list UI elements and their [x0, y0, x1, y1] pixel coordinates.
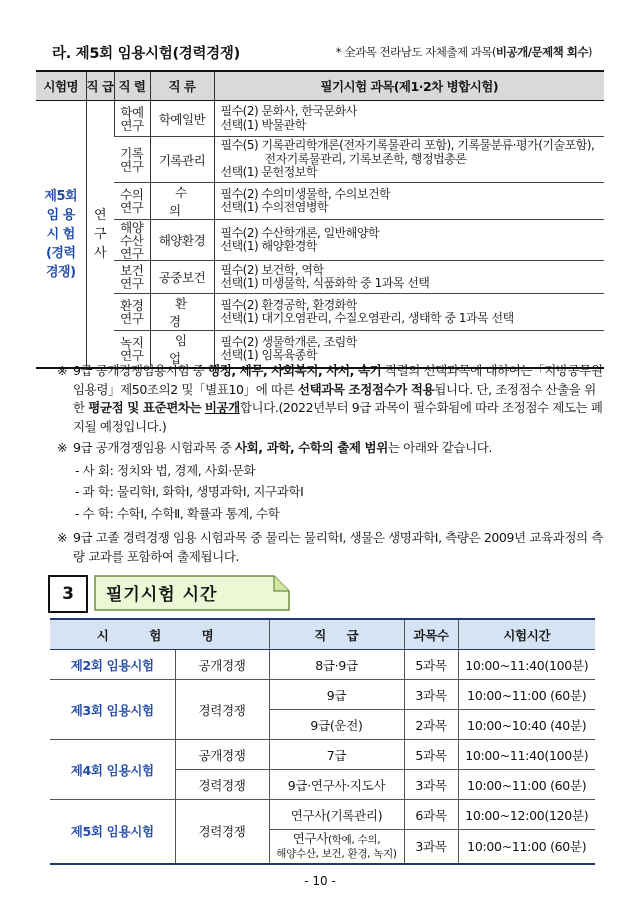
- series-cell: 해양 수산 연구: [114, 220, 150, 261]
- count-cell: 3과목: [404, 680, 458, 710]
- round-name: 제3회 임용시험: [50, 680, 175, 740]
- subjects-cell: 필수(2) 환경공학, 환경화학 선택(1) 대기오염관리, 수질오염관리, 생태학 중 1과목 선택: [214, 294, 604, 331]
- grade-cell: 연구사(기록관리): [269, 800, 404, 830]
- scope-social: - 사 회: 정치와 법, 경제, 사회·문화: [75, 462, 256, 478]
- scope-math: - 수 학: 수학Ⅰ, 수학Ⅱ, 확률과 통계, 수학: [75, 505, 280, 521]
- header-count: 과목수: [404, 619, 458, 650]
- note-highschool: ※ 9급 고졸 경력경쟁 임용 시험과목 중 물리는 물리학Ⅰ, 생물은 생명과학Ⅰ, 측량은 2009년 교육과정의 측량 교과를 포함하여 출제됩니다.: [57, 530, 603, 564]
- table-header-row: [50, 619, 595, 650]
- grade-cell: 9급: [269, 680, 404, 710]
- grade-cell: 연 구 사: [86, 101, 114, 369]
- table-row: [36, 220, 604, 261]
- table-row: [36, 261, 604, 294]
- time-cell: 10:00~11:00 (60분): [458, 680, 595, 710]
- exam-type: 공개경쟁: [175, 650, 269, 680]
- count-cell: 6과목: [404, 800, 458, 830]
- section-number: 3: [48, 575, 88, 613]
- section-title-tab: [94, 575, 290, 611]
- exam-type: 경력경쟁: [175, 770, 269, 800]
- subjects-cell: 필수(2) 수의미생물학, 수의보건학 선택(1) 수의전염병학: [214, 183, 604, 220]
- section-note: * 全과목 전라남도 자체출제 과목(비공개/문제책 회수): [335, 45, 592, 59]
- header-subjects: 필기시험 과목(제1·2차 병합시험): [214, 71, 604, 101]
- note-adjusted-score: ※ 9급 공개경쟁임용시험 중 행정, 세무, 사회복지, 사서, 속기 직렬의 선택과목에 대하여는「지방공무원 임용령」제50조의2 및「별표10」에 따른 선택과목 조정점수가 적용됩니다. 단, 조정점수 산출을 위한 평균점 및 표준편차는 비공개합니다.(2022년부터 9급 과목이 필수화됨에 따라 조정점수 제도는 폐지될 예정입니다.): [57, 363, 603, 434]
- time-cell: 10:00~11:40(100분): [458, 650, 595, 680]
- series-cell: 학예 연구: [114, 101, 150, 137]
- header-series: 직 렬: [114, 71, 150, 101]
- exam-type: 경력경쟁: [175, 800, 269, 864]
- series-cell: 녹지 연구: [114, 331, 150, 369]
- class-cell: 임 업: [150, 331, 214, 369]
- table-row: [36, 137, 604, 183]
- grade-cell: 8급·9급: [269, 650, 404, 680]
- class-cell: 해양환경: [150, 220, 214, 261]
- class-cell: 공중보건: [150, 261, 214, 294]
- header-exam-name: 시 험 명: [50, 619, 269, 650]
- notes-block: [57, 362, 604, 566]
- time-cell: 10:00~11:00 (60분): [458, 830, 595, 864]
- table-row: [50, 650, 595, 680]
- count-cell: 5과목: [404, 740, 458, 770]
- subjects-cell: 필수(2) 보건학, 역학 선택(1) 미생물학, 식품화학 중 1과목 선택: [214, 261, 604, 294]
- round-name: 제4회 임용시험: [50, 740, 175, 800]
- table-row: [50, 740, 595, 770]
- subjects-cell: 필수(2) 수산학개론, 일반해양학 선택(1) 해양환경학: [214, 220, 604, 261]
- table-row: [36, 183, 604, 220]
- count-cell: 3과목: [404, 770, 458, 800]
- class-cell: 수 의: [150, 183, 214, 220]
- series-cell: 보건 연구: [114, 261, 150, 294]
- header-grade: 직 급: [269, 619, 404, 650]
- header-exam-name: 시험명: [36, 71, 86, 101]
- series-cell: 수의 연구: [114, 183, 150, 220]
- time-cell: 10:00~11:00 (60분): [458, 770, 595, 800]
- grade-cell: 9급·연구사·지도사: [269, 770, 404, 800]
- header-time: 시험시간: [458, 619, 595, 650]
- subjects-cell: 필수(5) 기록관리학개론(전자기록물관리 포함), 기록물분류·평가(기술포함), 전자기록물관리, 기록보존학, 행정법총론 선택(1) 문헌정보학: [214, 137, 604, 183]
- class-cell: 환 경: [150, 294, 214, 331]
- section-title: 라. 제5회 임용시험(경력경쟁): [52, 46, 240, 62]
- exam-time-table: [50, 618, 595, 865]
- series-cell: 환경 연구: [114, 294, 150, 331]
- round-name: 제2회 임용시험: [50, 650, 175, 680]
- exam-type: 경력경쟁: [175, 680, 269, 740]
- scope-science: - 과 학: 물리학Ⅰ, 화학Ⅰ, 생명과학Ⅰ, 지구과학Ⅰ: [75, 484, 304, 499]
- class-cell: 학예일반: [150, 101, 214, 137]
- section-title: 필기시험 시간: [106, 585, 218, 605]
- header-class: 직 류: [150, 71, 214, 101]
- round-name: 제5회 임용시험: [50, 800, 175, 864]
- table-header-row: [36, 71, 604, 101]
- table-row: [50, 800, 595, 830]
- subjects-cell: 필수(2) 문화사, 한국문화사 선택(1) 박물관학: [214, 101, 604, 137]
- time-cell: 10:00~12:00(120분): [458, 800, 595, 830]
- series-cell: 기록 연구: [114, 137, 150, 183]
- header-grade: 직 급: [86, 71, 114, 101]
- exam-subjects-table: [36, 70, 604, 369]
- table-row: [36, 294, 604, 331]
- time-cell: 10:00~11:40(100분): [458, 740, 595, 770]
- class-cell: 기록관리: [150, 137, 214, 183]
- grade-cell: 7급: [269, 740, 404, 770]
- count-cell: 5과목: [404, 650, 458, 680]
- grade-cell: 연구사(학예, 수의, 해양수산, 보건, 환경, 녹지): [269, 830, 404, 864]
- count-cell: 2과목: [404, 710, 458, 740]
- count-cell: 3과목: [404, 830, 458, 864]
- time-cell: 10:00~10:40 (40분): [458, 710, 595, 740]
- section-3-heading: [48, 575, 288, 611]
- round-cell: 제5회 임 용 시 험 (경력 경쟁): [36, 101, 86, 369]
- table-row: [50, 680, 595, 710]
- section-header: [52, 42, 592, 64]
- grade-cell: 9급(운전): [269, 710, 404, 740]
- subjects-cell: 필수(2) 생물학개론, 조림학 선택(1) 임목육종학: [214, 331, 604, 369]
- note-scope: ※ 9급 공개경쟁임용 시험과목 중 사회, 과학, 수학의 출제 범위는 아래와 같습니다.: [57, 440, 493, 455]
- exam-type: 공개경쟁: [175, 740, 269, 770]
- table-row: [36, 101, 604, 137]
- page-number: - 10 -: [304, 874, 336, 888]
